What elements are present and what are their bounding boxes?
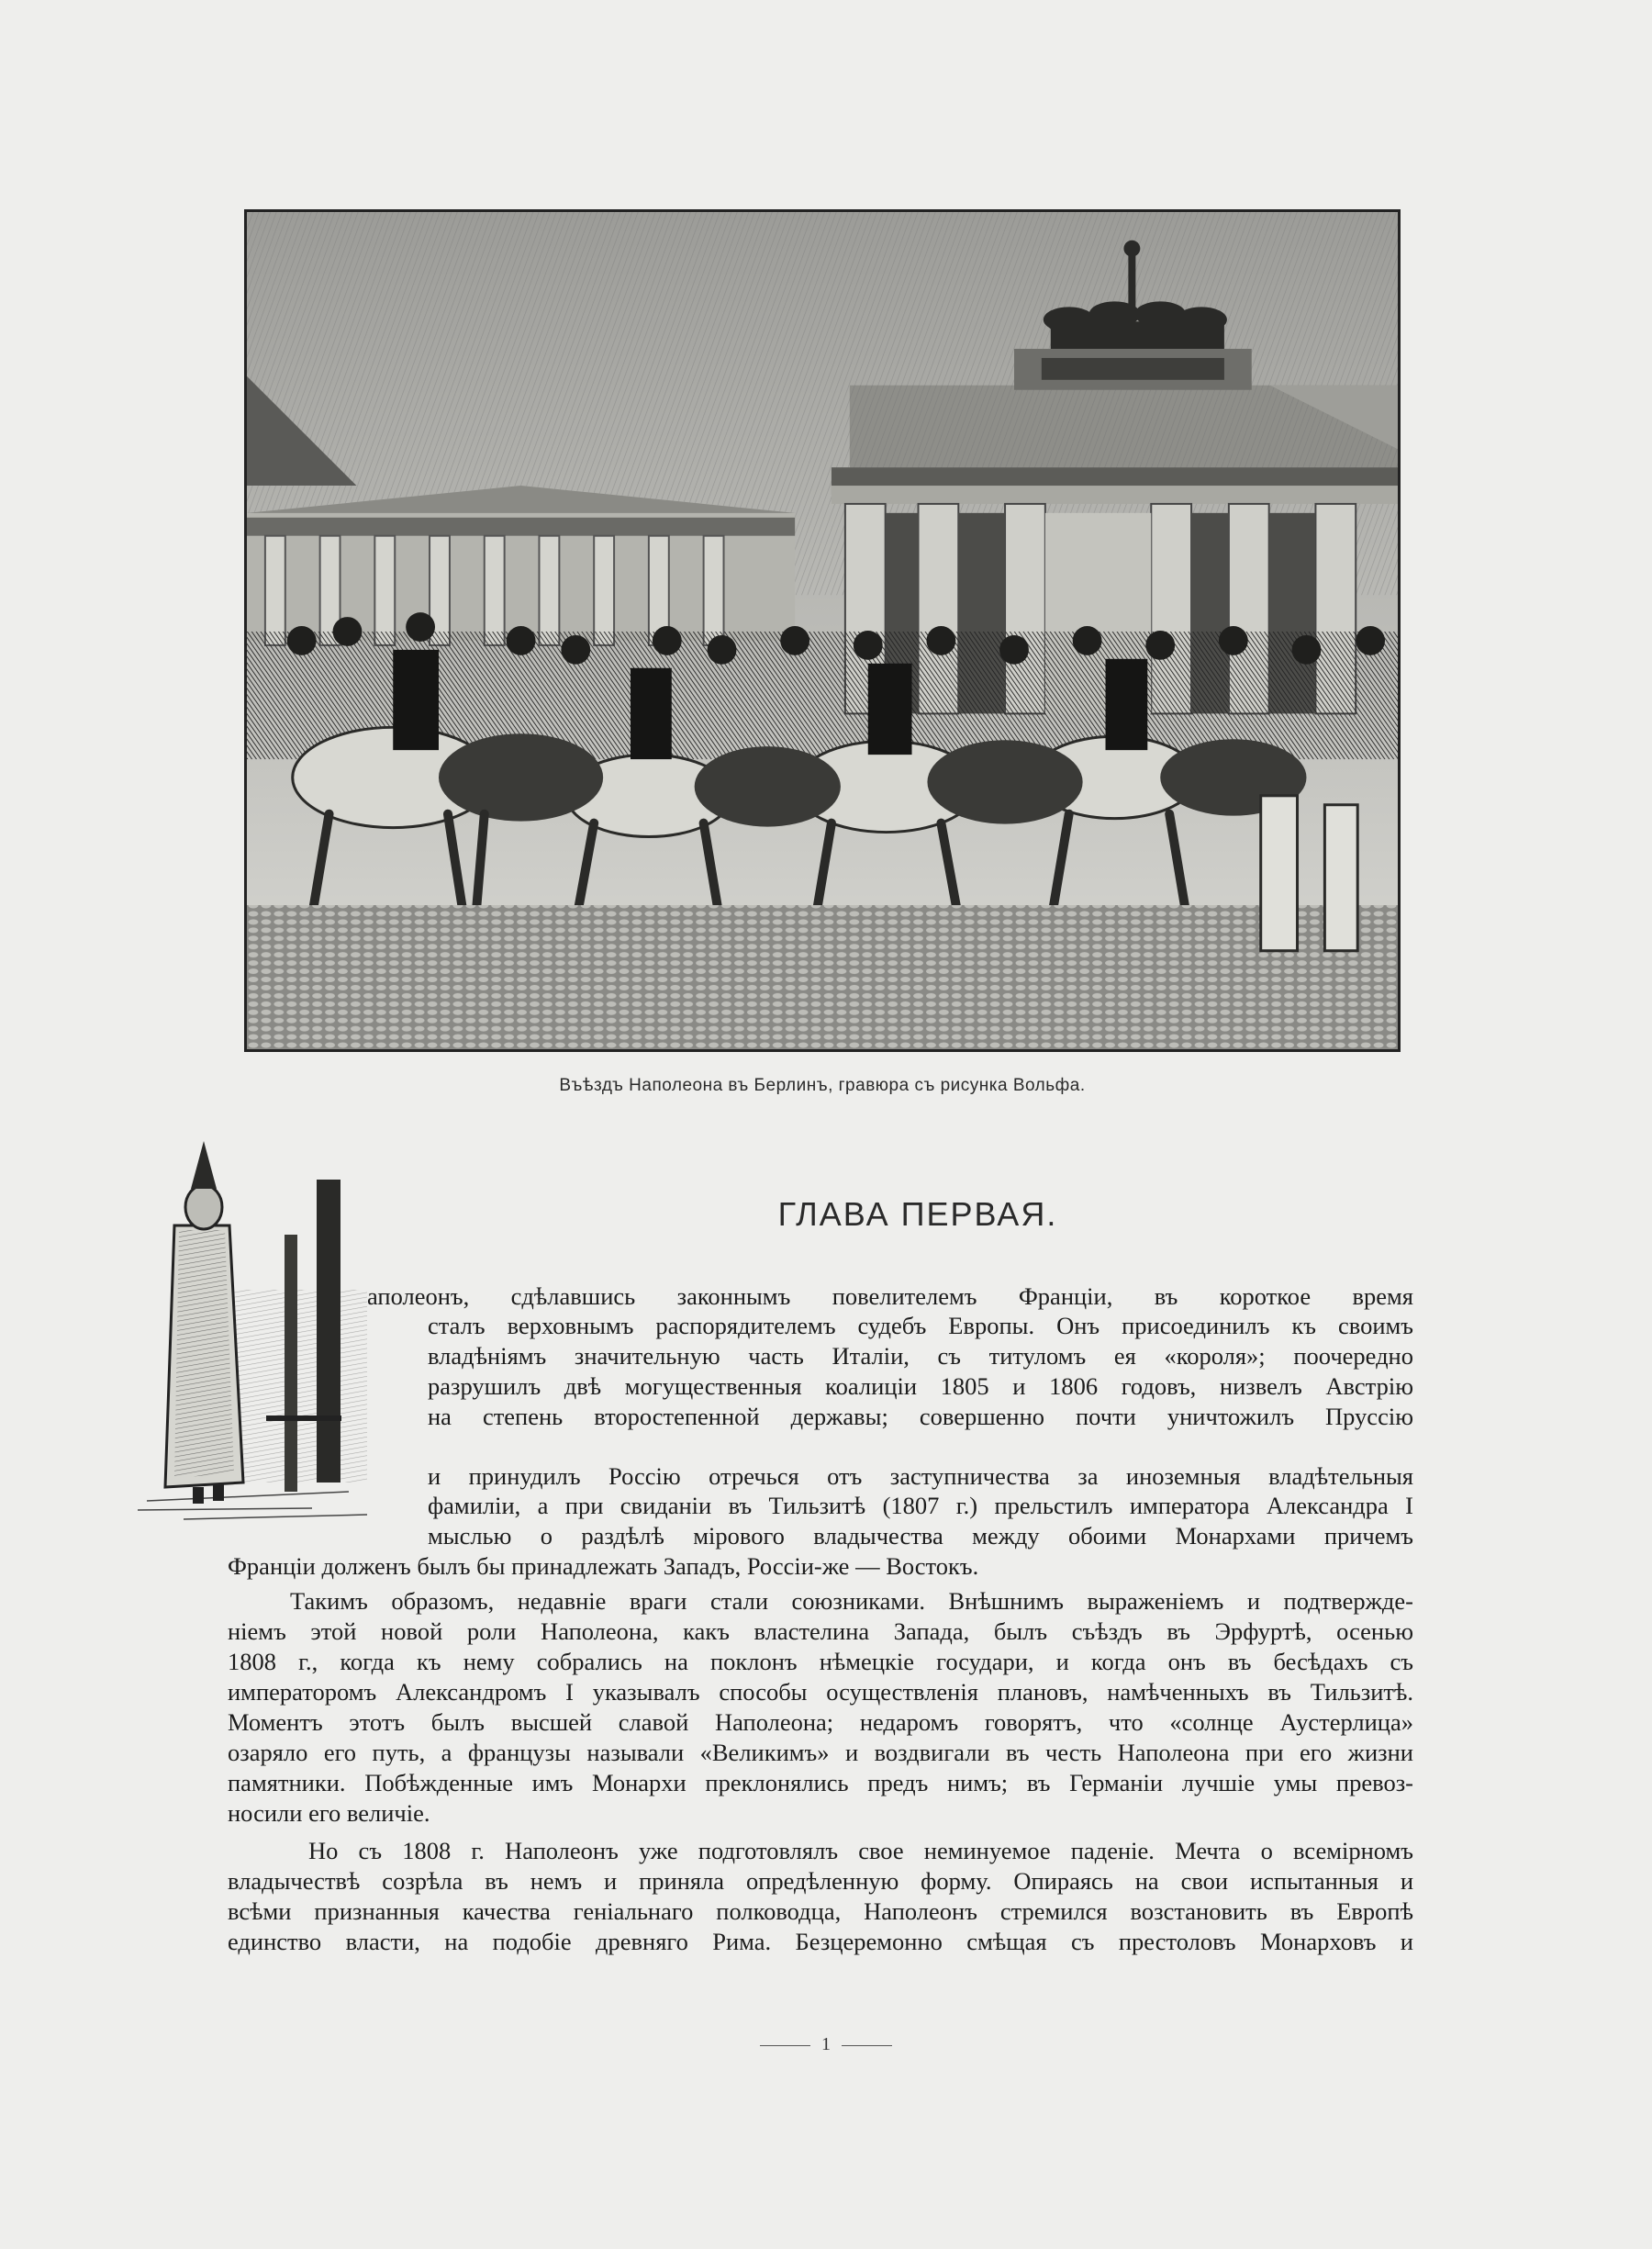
page-number: 1 bbox=[734, 2034, 918, 2055]
text-line: Такимъ образомъ, недавніе враги стали союзниками. Внѣшнимъ выраженіемъ и подтвержде- bbox=[290, 1587, 1413, 1615]
text-line: ніемъ этой новой роли Наполеона, какъ властелина Запада, былъ съѣздъ въ Эрфуртѣ, осенью bbox=[228, 1617, 1413, 1645]
text-line: всѣми признанныя качества геніальнаго полководца, Наполеонъ стремился возстановить въ Европѣ bbox=[228, 1897, 1413, 1925]
text-line: сталъ верховнымъ распорядителемъ судебъ Европы. Онъ присоединилъ къ своимъ bbox=[428, 1312, 1413, 1339]
text-line: носили его величіе. bbox=[228, 1799, 430, 1827]
text-line: озаряло его путь, а французы называли «Великимъ» и воздвигали въ честь Наполеона при его жизни bbox=[228, 1739, 1413, 1766]
drop-cap-vignette bbox=[128, 1124, 413, 1528]
text-line: Моментъ этотъ былъ высшей славой Наполеона; недаромъ говорятъ, что «солнце Аустерлица» bbox=[228, 1708, 1413, 1736]
text-line: аполеонъ, сдѣлавшись законнымъ повелителемъ Франціи, въ короткое время bbox=[367, 1282, 1413, 1310]
text-line: императоромъ Александромъ I указывалъ способы осуществленія плановъ, намѣченныхъ въ Тильзитѣ. bbox=[228, 1678, 1413, 1706]
standing-figure-illustration bbox=[128, 1124, 413, 1528]
text-line: мыслью о раздѣлѣ мірового владычества между обоими Монархами причемъ bbox=[428, 1522, 1413, 1550]
napoleon-berlin-engraving bbox=[247, 212, 1398, 1049]
engraving-illustration bbox=[244, 209, 1401, 1052]
text-line: памятники. Побѣжденные имъ Монархи преклонялись предъ нимъ; въ Германіи лучшіе умы превоз- bbox=[228, 1769, 1413, 1796]
text-line: Франціи долженъ былъ бы принадлежать Западъ, Россіи-же — Востокъ. bbox=[228, 1552, 979, 1580]
text-line: владычествѣ созрѣла въ немъ и приняла опредѣленную форму. Опираясь на свои испытанныя и bbox=[228, 1867, 1413, 1895]
text-line: фамиліи, а при свиданіи въ Тильзитѣ (1807 г.) прельстилъ императора Александра I bbox=[428, 1492, 1413, 1519]
text-line: владѣніямъ значительную часть Италіи, съ титуломъ ея «короля»; поочередно bbox=[428, 1342, 1413, 1370]
illustration-caption: Въѣздъ Наполеона въ Берлинъ, гравюра съ рисунка Вольфа. bbox=[559, 1076, 1086, 1095]
text-line: Но съ 1808 г. Наполеонъ уже подготовлялъ свое неминуемое паденіе. Мечта о всемірномъ bbox=[308, 1837, 1413, 1864]
text-line: 1808 г., когда къ нему собрались на поклонъ нѣмецкіе государи, и когда онъ въ бесѣдахъ съ bbox=[228, 1648, 1413, 1675]
text-line: на степень второстепенной державы; совершенно почти уничтожилъ Пруссію bbox=[428, 1403, 1413, 1430]
chapter-title: ГЛАВА ПЕРВАЯ. bbox=[777, 1195, 1058, 1233]
text-line: единство власти, на подобіе древняго Рима. Безцеремонно смѣщая съ престоловъ Монарховъ и bbox=[228, 1928, 1413, 1955]
text-line: разрушилъ двѣ могущественныя коалиціи 1805 и 1806 годовъ, низвелъ Австрію bbox=[428, 1372, 1413, 1400]
text-line: и принудилъ Россію отречься отъ заступничества за иноземныя владѣтельныя bbox=[428, 1462, 1413, 1490]
